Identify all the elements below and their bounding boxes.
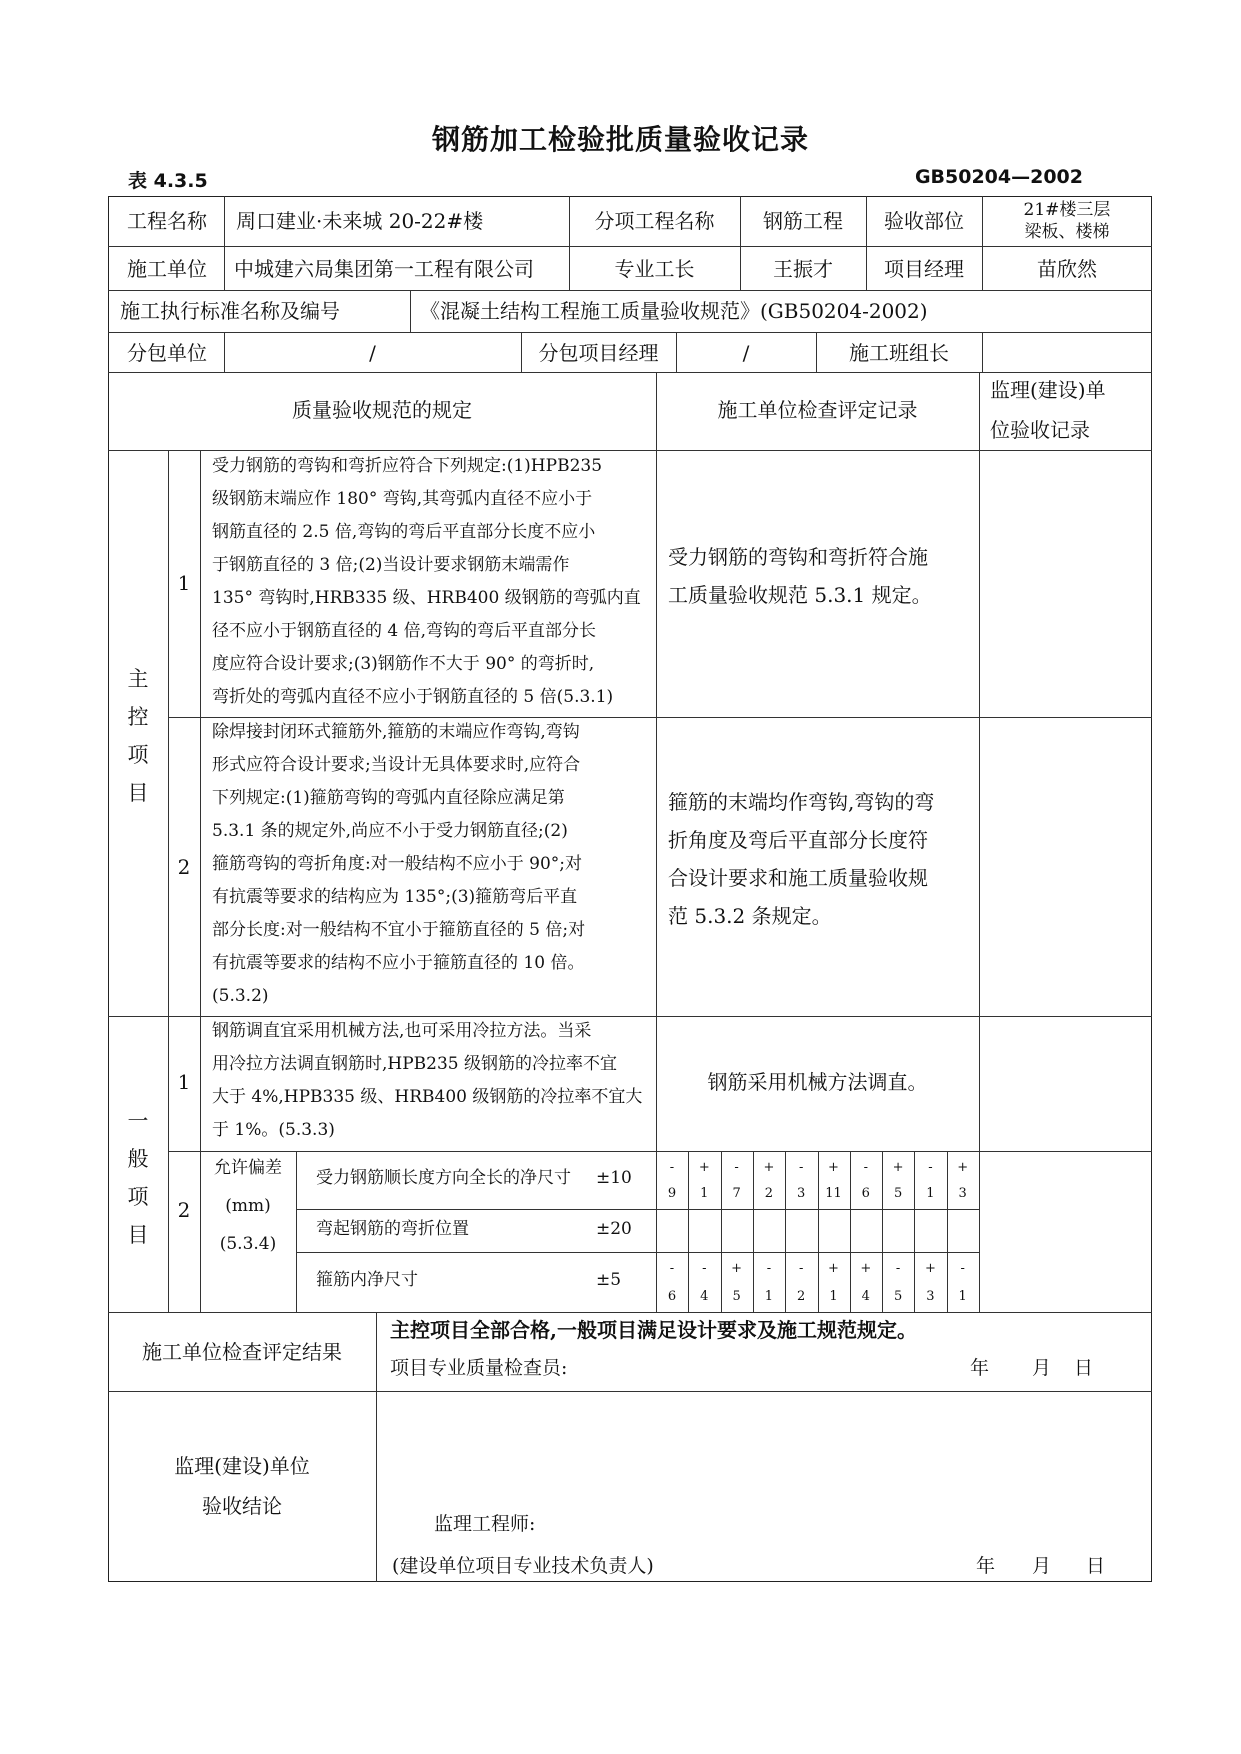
standard-value: 《混凝土结构工程施工质量验收规范》(GB50204-2002) <box>420 299 928 323</box>
project-name-label: 工程名称 <box>127 209 207 233</box>
conclusion-year: 年 <box>976 1555 996 1577</box>
deviation-value: 3 <box>958 1186 967 1201</box>
result-month: 月 <box>1032 1357 1052 1379</box>
general-item-1-spec-line: 于 1%。(5.3.3) <box>212 1120 335 1140</box>
result-year: 年 <box>970 1357 990 1379</box>
main-item-2-spec-line: 除焊接封闭环式箍筋外,箍筋的末端应作弯钩,弯钩 <box>212 722 580 742</box>
grid-v-line <box>982 332 983 372</box>
tolerance-label-line: (5.3.4) <box>219 1234 277 1254</box>
deviation-tolerance: ±5 <box>596 1270 622 1290</box>
grid-h-line <box>108 290 1152 291</box>
main-item-2-number: 2 <box>177 855 191 879</box>
sub-project-value: 钢筋工程 <box>763 209 843 233</box>
main-control-label-char: 项 <box>127 743 149 767</box>
deviation-sign: - <box>734 1160 739 1175</box>
general-label-char: 一 <box>127 1109 149 1133</box>
inspection-part-value-2: 梁板、楼梯 <box>1024 222 1110 242</box>
deviation-value: 7 <box>732 1186 741 1201</box>
general-item-1-spec-line: 大于 4%,HPB335 级、HRB400 级钢筋的冷拉率不宜大 <box>212 1087 643 1107</box>
main-control-label-char: 目 <box>127 781 149 805</box>
main-item-2-spec-line: 有抗震等要求的结构不应小于箍筋直径的 10 倍。 <box>212 953 585 973</box>
grid-v-line <box>200 450 201 1312</box>
deviation-value: 5 <box>893 1186 903 1201</box>
inspection-part-label: 验收部位 <box>884 209 964 233</box>
deviation-value: 1 <box>926 1186 935 1201</box>
deviation-value: 2 <box>764 1186 774 1201</box>
main-item-2-spec-line: 形式应符合设计要求;当设计无具体要求时,应符合 <box>212 755 581 775</box>
main-item-1-number: 1 <box>177 571 191 595</box>
table-number: 表 4.3.5 <box>128 170 208 192</box>
deviation-value: 3 <box>797 1186 806 1201</box>
deviation-item-name: 受力钢筋顺长度方向全长的净尺寸 <box>316 1168 571 1188</box>
deviation-item-name: 箍筋内净尺寸 <box>316 1270 418 1290</box>
deviation-sign: + <box>828 1160 839 1175</box>
inspection-part-value-1: 21#楼三层 <box>1023 200 1111 220</box>
grid-v-line <box>410 290 411 332</box>
sub-pm-label: 分包项目经理 <box>538 341 659 365</box>
deviation-value: 9 <box>667 1186 677 1201</box>
deviation-sign: - <box>702 1261 707 1276</box>
main-control-label-char: 主 <box>127 667 149 691</box>
grid-h-line <box>108 1312 1152 1313</box>
tolerance-label-line: (mm) <box>225 1196 271 1216</box>
deviation-value: 5 <box>732 1289 741 1304</box>
main-item-1-spec-line: 径不应小于钢筋直径的 4 倍,弯钩的弯后平直部分长 <box>212 621 597 641</box>
grid-v-line <box>376 1312 377 1582</box>
general-item-2-number: 2 <box>177 1198 191 1222</box>
deviation-sign: - <box>960 1261 965 1276</box>
general-item-1-record: 钢筋采用机械方法调直。 <box>707 1070 928 1094</box>
main-item-2-spec-line: 有抗震等要求的结构应为 135°;(3)箍筋弯后平直 <box>212 887 578 907</box>
result-text: 主控项目全部合格,一般项目满足设计要求及施工规范规定。 <box>390 1318 917 1342</box>
deviation-value: 1 <box>829 1289 838 1304</box>
main-item-1-spec-line: 135° 弯钩时,HRB335 级、HRB400 级钢筋的弯弧内直 <box>212 588 641 608</box>
grid-h-line <box>108 372 1152 373</box>
check-column-header: 施工单位检查评定记录 <box>717 398 918 422</box>
foreman-value: 王振才 <box>773 257 833 281</box>
main-item-1-spec-line: 钢筋直径的 2.5 倍,弯钩的弯后平直部分长度不应小 <box>212 522 596 542</box>
deviation-sign: + <box>957 1160 969 1175</box>
main-item-1-record-line: 工质量验收规范 5.3.1 规定。 <box>668 583 932 607</box>
deviation-item-name: 弯起钢筋的弯折位置 <box>316 1218 469 1239</box>
deviation-sign: - <box>766 1261 772 1276</box>
main-item-2-spec-line: 部分长度:对一般结构不宜小于箍筋直径的 5 倍;对 <box>212 920 586 940</box>
subcontractor-label: 分包单位 <box>127 341 207 365</box>
deviation-value: 1 <box>764 1289 774 1304</box>
deviation-value: 4 <box>861 1289 870 1304</box>
conclusion-label-2: 验收结论 <box>202 1494 282 1518</box>
pm-label: 项目经理 <box>884 257 964 281</box>
grid-h-line <box>168 717 1152 718</box>
deviation-sign: - <box>798 1160 804 1175</box>
deviation-value: 6 <box>667 1289 677 1304</box>
grid-h-line <box>168 1151 1152 1152</box>
main-item-2-record-line: 折角度及弯后平直部分长度符 <box>668 828 928 852</box>
spec-column-header: 质量验收规范的规定 <box>292 398 472 422</box>
deviation-sign: + <box>731 1261 743 1276</box>
general-label-char: 目 <box>127 1223 149 1247</box>
deviation-value: 1 <box>700 1186 709 1201</box>
deviation-sign: + <box>924 1261 936 1276</box>
main-control-label-char: 控 <box>127 705 149 729</box>
deviation-value: 2 <box>797 1289 806 1304</box>
general-label-char: 项 <box>127 1185 149 1209</box>
conclusion-day: 日 <box>1086 1555 1106 1577</box>
main-item-2-spec-line: 下列规定:(1)箍筋弯钩的弯弧内直径除应满足第 <box>212 788 565 808</box>
sub-pm-value: / <box>742 341 750 365</box>
deviation-value: 1 <box>958 1289 967 1304</box>
owner-representative-label: (建设单位项目专业技术负责人) <box>392 1555 654 1577</box>
grid-h-line <box>108 1016 1152 1017</box>
deviation-sign: + <box>892 1160 904 1175</box>
supervision-engineer-label: 监理工程师: <box>434 1513 536 1535</box>
grid-h-line <box>108 450 1152 451</box>
main-item-1-spec-line: 受力钢筋的弯钩和弯折应符合下列规定:(1)HPB235 <box>212 456 603 476</box>
general-item-1-number: 1 <box>177 1070 191 1094</box>
grid-h-line <box>108 246 1152 247</box>
team-leader-label: 施工班组长 <box>849 341 949 365</box>
deviation-sign: + <box>860 1261 872 1276</box>
deviation-value: 6 <box>861 1186 870 1201</box>
grid-h-line <box>108 1391 1152 1392</box>
result-day: 日 <box>1074 1357 1094 1379</box>
main-item-2-record-line: 范 5.3.2 条规定。 <box>668 904 832 928</box>
grid-v-line <box>224 196 225 290</box>
deviation-tolerance: ±10 <box>596 1168 632 1188</box>
main-item-1-spec-line: 弯折处的弯弧内直径不应小于钢筋直径的 5 倍(5.3.1) <box>212 687 614 707</box>
main-item-1-spec-line: 于钢筋直径的 3 倍;(2)当设计要求钢筋末端需作 <box>212 555 570 575</box>
pm-value: 苗欣然 <box>1037 257 1097 281</box>
main-item-1-record-line: 受力钢筋的弯钩和弯折符合施 <box>668 545 928 569</box>
deviation-sign: - <box>669 1261 675 1276</box>
grid-v-line <box>296 1151 297 1312</box>
deviation-tolerance: ±20 <box>596 1218 632 1239</box>
grid-h-line <box>296 1252 979 1253</box>
main-item-2-spec-line: 5.3.1 条的规定外,尚应不小于受力钢筋直径;(2) <box>212 821 568 841</box>
deviation-value: 11 <box>825 1186 842 1201</box>
main-item-2-record-line: 合设计要求和施工质量验收规 <box>668 866 928 890</box>
general-label-char: 般 <box>127 1147 149 1171</box>
deviation-sign: - <box>798 1261 804 1276</box>
document-title: 钢筋加工检验批质量验收记录 <box>431 123 809 156</box>
sub-project-label: 分项工程名称 <box>594 209 715 233</box>
grid-h-line <box>296 1209 979 1210</box>
deviation-sign: + <box>698 1160 710 1175</box>
result-label: 施工单位检查评定结果 <box>142 1340 342 1364</box>
general-item-1-spec-line: 钢筋调直宜采用机械方法,也可采用冷拉方法。当采 <box>212 1021 592 1041</box>
supervision-column-header-2: 位验收记录 <box>990 418 1090 442</box>
conclusion-month: 月 <box>1032 1555 1052 1577</box>
deviation-sign: - <box>669 1160 675 1175</box>
conclusion-label-1: 监理(建设)单位 <box>174 1454 310 1478</box>
deviation-sign: - <box>863 1160 868 1175</box>
main-item-2-record-line: 箍筋的末端均作弯钩,弯钩的弯 <box>668 790 935 814</box>
deviation-sign: - <box>928 1160 933 1175</box>
tolerance-label-line: 允许偏差 <box>214 1158 282 1178</box>
grid-h-line <box>108 332 1152 333</box>
deviation-value: 4 <box>700 1289 709 1304</box>
main-item-2-spec-line: 箍筋弯钩的弯折角度:对一般结构不应小于 90°;对 <box>212 854 582 874</box>
standard-label: 施工执行标准名称及编号 <box>120 299 340 323</box>
project-name-value: 周口建业·未来城 20-22#楼 <box>236 209 484 233</box>
general-item-1-spec-line: 用冷拉方法调直钢筋时,HPB235 级钢筋的冷拉率不宜 <box>212 1054 618 1074</box>
foreman-label: 专业工长 <box>614 257 695 281</box>
main-item-1-spec-line: 级钢筋末端应作 180° 弯钩,其弯弧内直径不应小于 <box>212 489 593 509</box>
deviation-value: 3 <box>926 1289 935 1304</box>
deviation-sign: + <box>828 1261 839 1276</box>
inspector-label: 项目专业质量检查员: <box>390 1357 568 1379</box>
deviation-value: 5 <box>893 1289 903 1304</box>
main-item-1-spec-line: 度应符合设计要求;(3)钢筋作不大于 90° 的弯折时, <box>212 654 595 674</box>
contractor-value: 中城建六局集团第一工程有限公司 <box>234 257 534 281</box>
supervision-column-header-1: 监理(建设)单 <box>990 378 1106 402</box>
deviation-sign: - <box>895 1261 901 1276</box>
grid-v-line <box>979 372 980 1312</box>
contractor-label: 施工单位 <box>127 257 207 281</box>
deviation-sign: + <box>763 1160 775 1175</box>
standard-number: GB50204—2002 <box>914 166 1083 188</box>
subcontractor-value: / <box>369 341 376 365</box>
main-item-2-spec-line: (5.3.2) <box>212 986 269 1006</box>
